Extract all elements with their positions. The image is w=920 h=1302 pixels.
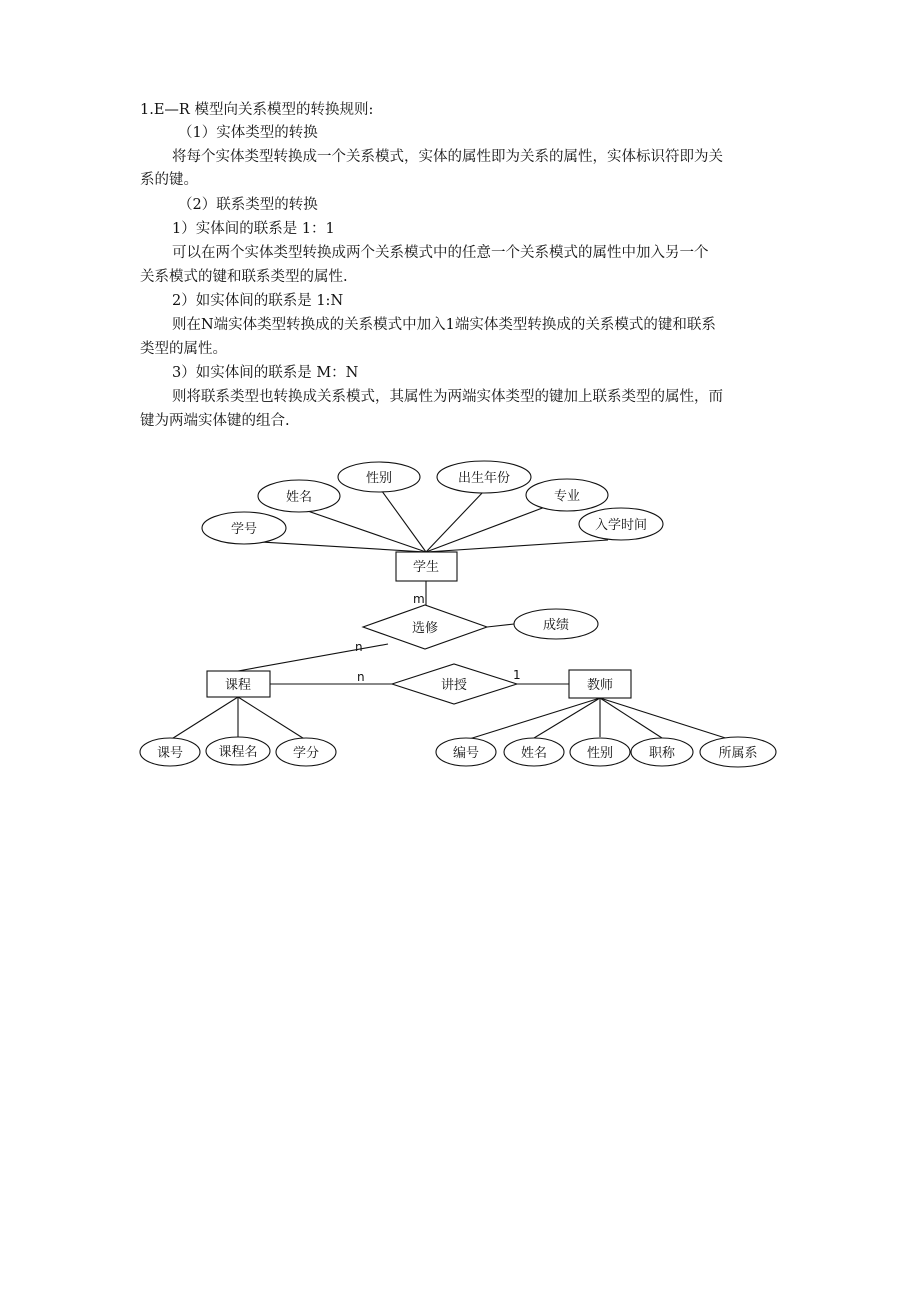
svg-text:课号: 课号 <box>156 746 184 761</box>
svg-text:姓名: 姓名 <box>285 490 313 505</box>
cardinality-1: 1 <box>513 668 521 682</box>
entity-teacher <box>569 670 631 698</box>
subsection-many-to-many: 3）如实体间的联系是 M：N <box>172 365 359 381</box>
paragraph-line: 类型的属性。 <box>140 341 227 357</box>
svg-text:学生: 学生 <box>412 560 440 575</box>
svg-text:姓名: 姓名 <box>520 746 548 761</box>
paragraph-line: 键为两端实体键的组合. <box>140 413 290 429</box>
connector-line <box>600 698 662 738</box>
attribute-grade <box>514 609 598 639</box>
paragraph-line: 可以在两个实体类型转换成两个关系模式中的任意一个关系模式的属性中加入另一个 <box>172 245 709 261</box>
attribute-student-gender <box>338 462 420 492</box>
connector-line <box>170 697 238 740</box>
attribute-teacher-name <box>504 738 564 766</box>
attribute-student-name <box>258 480 340 512</box>
svg-text:课程名: 课程名 <box>218 745 258 760</box>
connector-line <box>238 697 306 740</box>
svg-text:学号: 学号 <box>230 522 258 537</box>
attribute-course-name <box>206 737 270 765</box>
paragraph-line: 将每个实体类型转换成一个关系模式，实体的属性即为关系的属性，实体标识符即为关 <box>172 149 723 165</box>
subsection-one-to-one: 1）实体间的联系是 1：1 <box>172 221 335 237</box>
svg-text:入学时间: 入学时间 <box>594 518 648 533</box>
cardinality-n: n <box>355 640 363 654</box>
entity-student <box>396 552 457 581</box>
attribute-title <box>631 738 693 766</box>
paragraph-line: 关系模式的键和联系类型的属性. <box>140 269 348 285</box>
connector-line <box>600 698 738 742</box>
svg-text:课程: 课程 <box>224 678 252 693</box>
section-entity-conversion: （1）实体类型的转换 <box>178 125 318 141</box>
svg-text:专业: 专业 <box>553 489 581 504</box>
section-relationship-conversion: （2）联系类型的转换 <box>178 197 318 213</box>
connector-line <box>426 491 484 552</box>
svg-text:讲授: 讲授 <box>440 678 468 693</box>
attribute-credits <box>276 738 336 766</box>
cardinality-n: n <box>357 670 365 684</box>
paragraph-line: 则在N端实体类型转换成的关系模式中加入1端实体类型转换成的关系模式的键和联系 <box>172 317 716 333</box>
connector-line <box>487 624 514 627</box>
subsection-one-to-many: 2）如实体间的联系是 1:N <box>172 293 344 309</box>
attribute-student-id <box>202 512 286 544</box>
svg-text:选修: 选修 <box>411 621 439 636</box>
rules-heading: 1.E—R 模型向关系模型的转换规则: <box>140 102 374 118</box>
attribute-birth-year <box>437 461 531 493</box>
relationship-enroll <box>363 605 487 649</box>
svg-text:性别: 性别 <box>586 746 614 761</box>
connector-line <box>238 644 388 671</box>
connector-line <box>379 487 426 552</box>
svg-text:出生年份: 出生年份 <box>457 471 511 486</box>
svg-text:职称: 职称 <box>648 746 676 761</box>
cardinality-m: m <box>413 592 425 606</box>
svg-text:成绩: 成绩 <box>542 618 570 633</box>
paragraph-line: 系的键。 <box>140 172 198 188</box>
svg-text:编号: 编号 <box>452 746 480 761</box>
paragraph-line: 则将联系类型也转换成关系模式，其属性为两端实体类型的键加上联系类型的属性，而 <box>172 389 723 405</box>
svg-text:教师: 教师 <box>586 678 614 693</box>
relationship-teach <box>392 664 517 704</box>
attribute-department <box>700 737 776 767</box>
connector-line <box>466 698 600 740</box>
svg-text:性别: 性别 <box>365 471 393 486</box>
svg-text:学分: 学分 <box>292 746 320 761</box>
attribute-teacher-gender <box>570 738 630 766</box>
attribute-major <box>526 479 608 511</box>
attribute-teacher-id <box>436 738 496 766</box>
attribute-enroll-date <box>579 508 663 540</box>
connector-line <box>534 698 600 738</box>
attribute-course-id <box>140 738 200 766</box>
entity-course <box>207 671 270 697</box>
svg-text:所属系: 所属系 <box>718 746 758 761</box>
